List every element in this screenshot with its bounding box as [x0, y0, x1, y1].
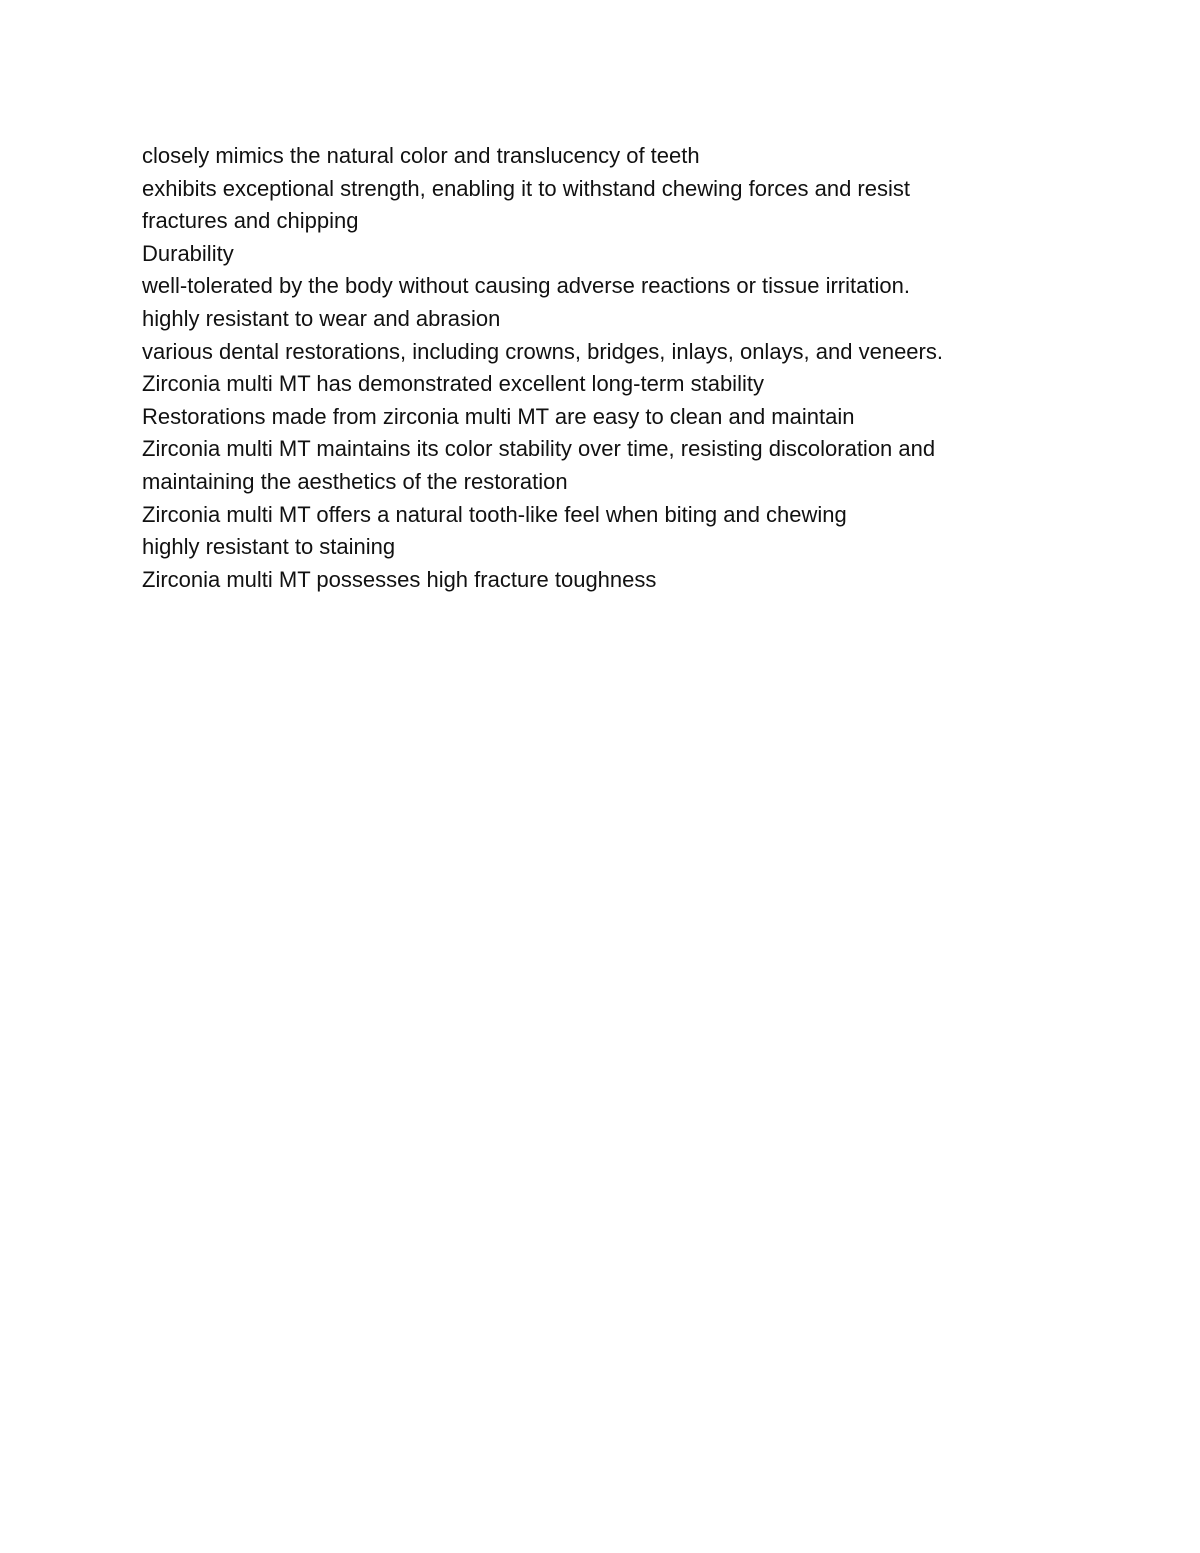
text-line: closely mimics the natural color and translucency of teeth: [142, 143, 700, 168]
text-line: well-tolerated by the body without causing adverse reactions or tissue irritation.: [142, 273, 910, 299]
text-line: various dental restorations, including crowns, bridges, inlays, onlays, and veneers.: [142, 338, 943, 364]
text-line: Zirconia multi MT offers a natural tooth-like feel when biting and chewing: [142, 501, 847, 527]
text-line: Restorations made from zirconia multi MT are easy to clean and maintain: [142, 403, 855, 429]
document-body: [142, 140, 1022, 596]
text-line: exhibits exceptional strength, enabling it to withstand chewing forces and resist: [142, 175, 910, 201]
text-line: highly resistant to staining: [142, 534, 396, 560]
text-line: Zirconia multi MT possesses high fracture toughness: [142, 566, 657, 592]
text-line: highly resistant to wear and abrasion: [142, 305, 501, 331]
text-line: maintaining the aesthetics of the restoration: [142, 468, 568, 494]
text-line: Zirconia multi MT maintains its color stability over time, resisting discoloration and: [142, 436, 936, 462]
text-line: Durability: [142, 240, 234, 266]
text-line: fractures and chipping: [142, 208, 359, 234]
text-line: Zirconia multi MT has demonstrated excellent long-term stability: [142, 371, 764, 397]
